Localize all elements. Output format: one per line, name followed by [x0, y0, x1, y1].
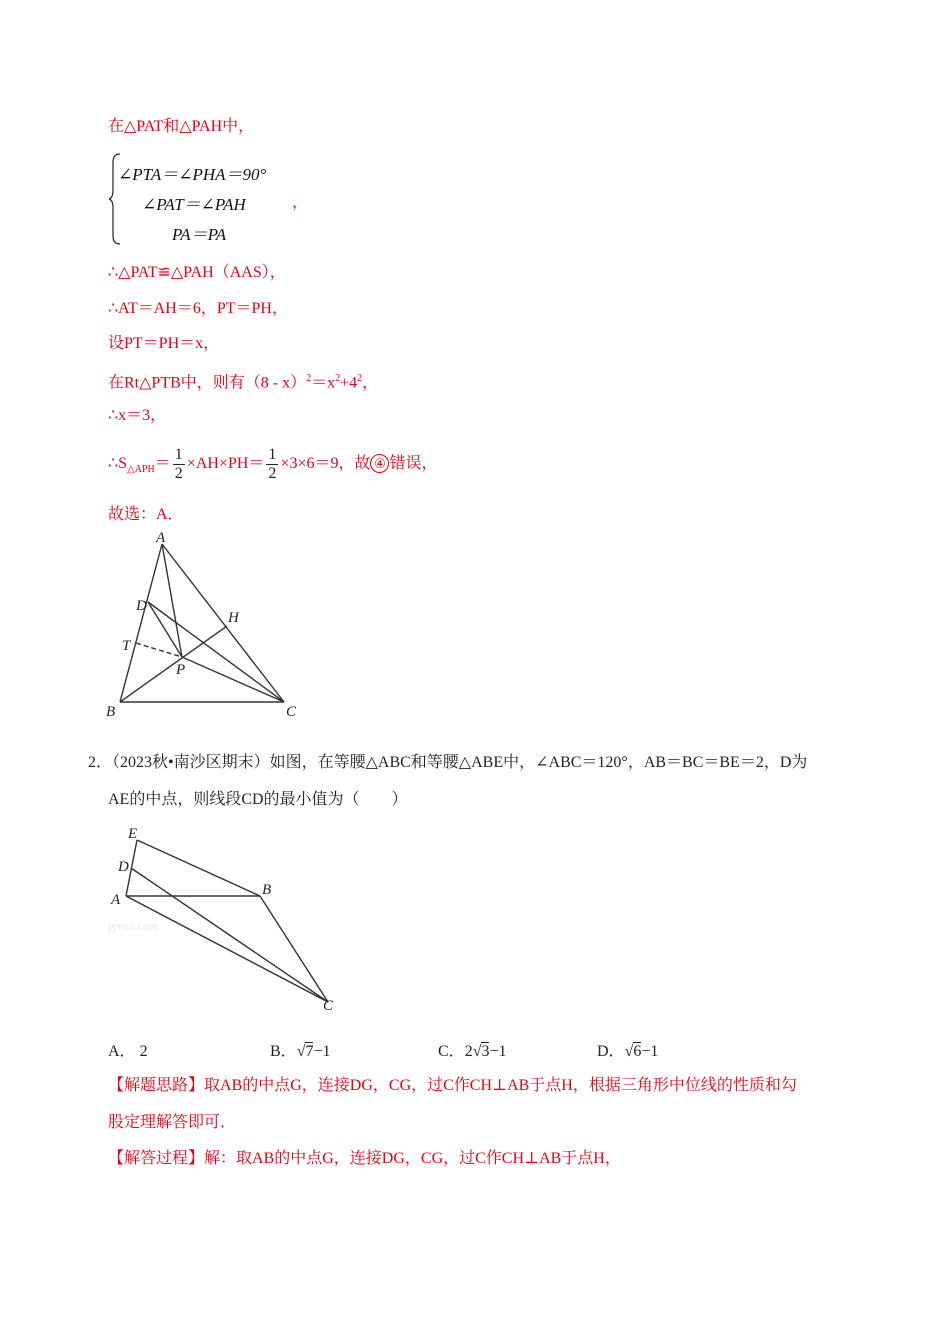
pythagoras-suffix: ，	[362, 374, 379, 392]
solution-line-triangles: 在△PAT和△PAH中，	[108, 118, 255, 135]
label-d-2: D	[118, 859, 129, 875]
solution-process-line	[108, 1148, 621, 1170]
circled-number-4: ④	[370, 454, 389, 473]
option-a-letter: A．	[108, 1043, 136, 1060]
pythagoras-mid: ＝x	[311, 374, 336, 392]
idea-tag: 【解题思路】	[108, 1077, 205, 1094]
fraction-half-2	[266, 446, 278, 483]
solution-set-variable: 设PT＝PH＝x，	[108, 335, 220, 352]
option-b-suffix: −1	[313, 1043, 331, 1060]
solution-area	[108, 444, 438, 490]
segment-eb	[137, 840, 260, 896]
segment-ac-2	[126, 896, 328, 1002]
option-b[interactable]	[270, 1038, 331, 1061]
area-subscript: △APH	[127, 464, 155, 476]
fraction-den-1: 2	[174, 464, 183, 482]
label-a: A	[156, 530, 166, 546]
solution-answer: 故选：A．	[108, 506, 184, 523]
question-2-line-2: AE的中点，则线段CD的最小值为（ ）	[108, 791, 408, 808]
pythagoras-prefix: 在Rt△PTB中，则有（8 - x）	[108, 374, 307, 392]
label-h: H	[228, 610, 239, 626]
equation-system	[108, 152, 328, 246]
system-row-1: ∠PTA＝∠PHA＝90°	[118, 165, 267, 184]
pythagoras-sup-2: 2	[335, 373, 341, 384]
label-t: T	[122, 638, 131, 654]
solution-x-value: ∴x＝3，	[108, 407, 167, 424]
segment-dc-2	[131, 868, 328, 1002]
option-a[interactable]	[108, 1038, 148, 1061]
system-row-3: PA＝PA	[172, 225, 227, 244]
label-e: E	[128, 826, 138, 842]
label-p: P	[176, 662, 186, 678]
label-c-2: C	[323, 998, 334, 1014]
option-c[interactable]	[438, 1038, 507, 1061]
label-a-2: A	[111, 892, 121, 908]
process-text: 解：取AB的中点G，连接DG，CG，过C作CH⊥AB于点H，	[204, 1150, 621, 1167]
area-times-2: ×3×6＝9，故	[280, 455, 371, 472]
segment-dc	[148, 602, 284, 702]
option-b-letter: B．	[270, 1043, 297, 1060]
label-b-2: B	[262, 882, 272, 898]
fraction-den-2: 2	[268, 464, 277, 482]
solution-equal-segments: ∴AT＝AH＝6，PT＝PH，	[108, 300, 288, 317]
area-times-1: ×AH×PH＝	[186, 455, 265, 472]
fraction-num-1: 1	[174, 445, 183, 463]
option-d[interactable]	[597, 1038, 658, 1061]
option-c-suffix: −1	[489, 1043, 507, 1060]
solution-congruence: ∴△PAT≌△PAH（AAS），	[108, 264, 286, 281]
sqrt-icon: √	[472, 1043, 482, 1060]
pythagoras-sup-3: 2	[357, 373, 363, 384]
option-d-letter: D．	[597, 1043, 625, 1060]
solution-idea-line-2: 股定理解答即可．	[108, 1114, 237, 1131]
fraction-num-2: 1	[268, 445, 277, 463]
option-c-letter: C．	[438, 1043, 465, 1060]
segment-bh	[120, 626, 227, 702]
sqrt-icon: √	[624, 1043, 634, 1060]
label-c: C	[286, 704, 297, 720]
area-suffix: 错误，	[389, 455, 438, 472]
area-prefix: ∴S	[108, 455, 128, 472]
label-d: D	[136, 598, 147, 614]
area-eq: ＝	[154, 455, 171, 472]
segment-ac	[162, 544, 284, 702]
solution-idea-line-1	[108, 1075, 797, 1097]
option-c-coef: 2	[464, 1043, 473, 1060]
fraction-half-1	[173, 446, 185, 483]
option-a-value: 2	[139, 1043, 148, 1060]
option-b-radicand: 7	[305, 1043, 314, 1060]
system-comma: ，	[292, 194, 309, 211]
option-c-radicand: 3	[481, 1043, 490, 1060]
geometry-figure-2	[100, 820, 350, 1020]
segment-bc-2	[260, 896, 328, 1002]
label-b: B	[106, 704, 116, 720]
geometry-figure-1	[100, 530, 310, 725]
pythagoras-mid-2: +4	[340, 374, 358, 392]
option-d-radicand: 6	[633, 1043, 642, 1060]
segment-ab	[120, 544, 162, 702]
question-2-line-1: 2．（2023秋•南沙区期末）如图，在等腰△ABC和等腰△ABE中，∠ABC＝120°，AB＝BC＝BE＝2，D为	[88, 754, 808, 771]
option-d-suffix: −1	[641, 1043, 659, 1060]
idea-text-1: 取AB的中点G，连接DG，CG，过C作CH⊥AB于点H，根据三角形中位线的性质和勾	[204, 1077, 797, 1094]
pythagoras-sup-1: 2	[306, 373, 312, 384]
system-row-2: ∠PAT＝∠PAH	[142, 195, 246, 214]
sqrt-icon: √	[296, 1043, 306, 1060]
process-tag: 【解答过程】	[108, 1150, 205, 1167]
solution-pythagoras	[108, 368, 378, 394]
watermark: jyeoo.com	[108, 919, 159, 933]
